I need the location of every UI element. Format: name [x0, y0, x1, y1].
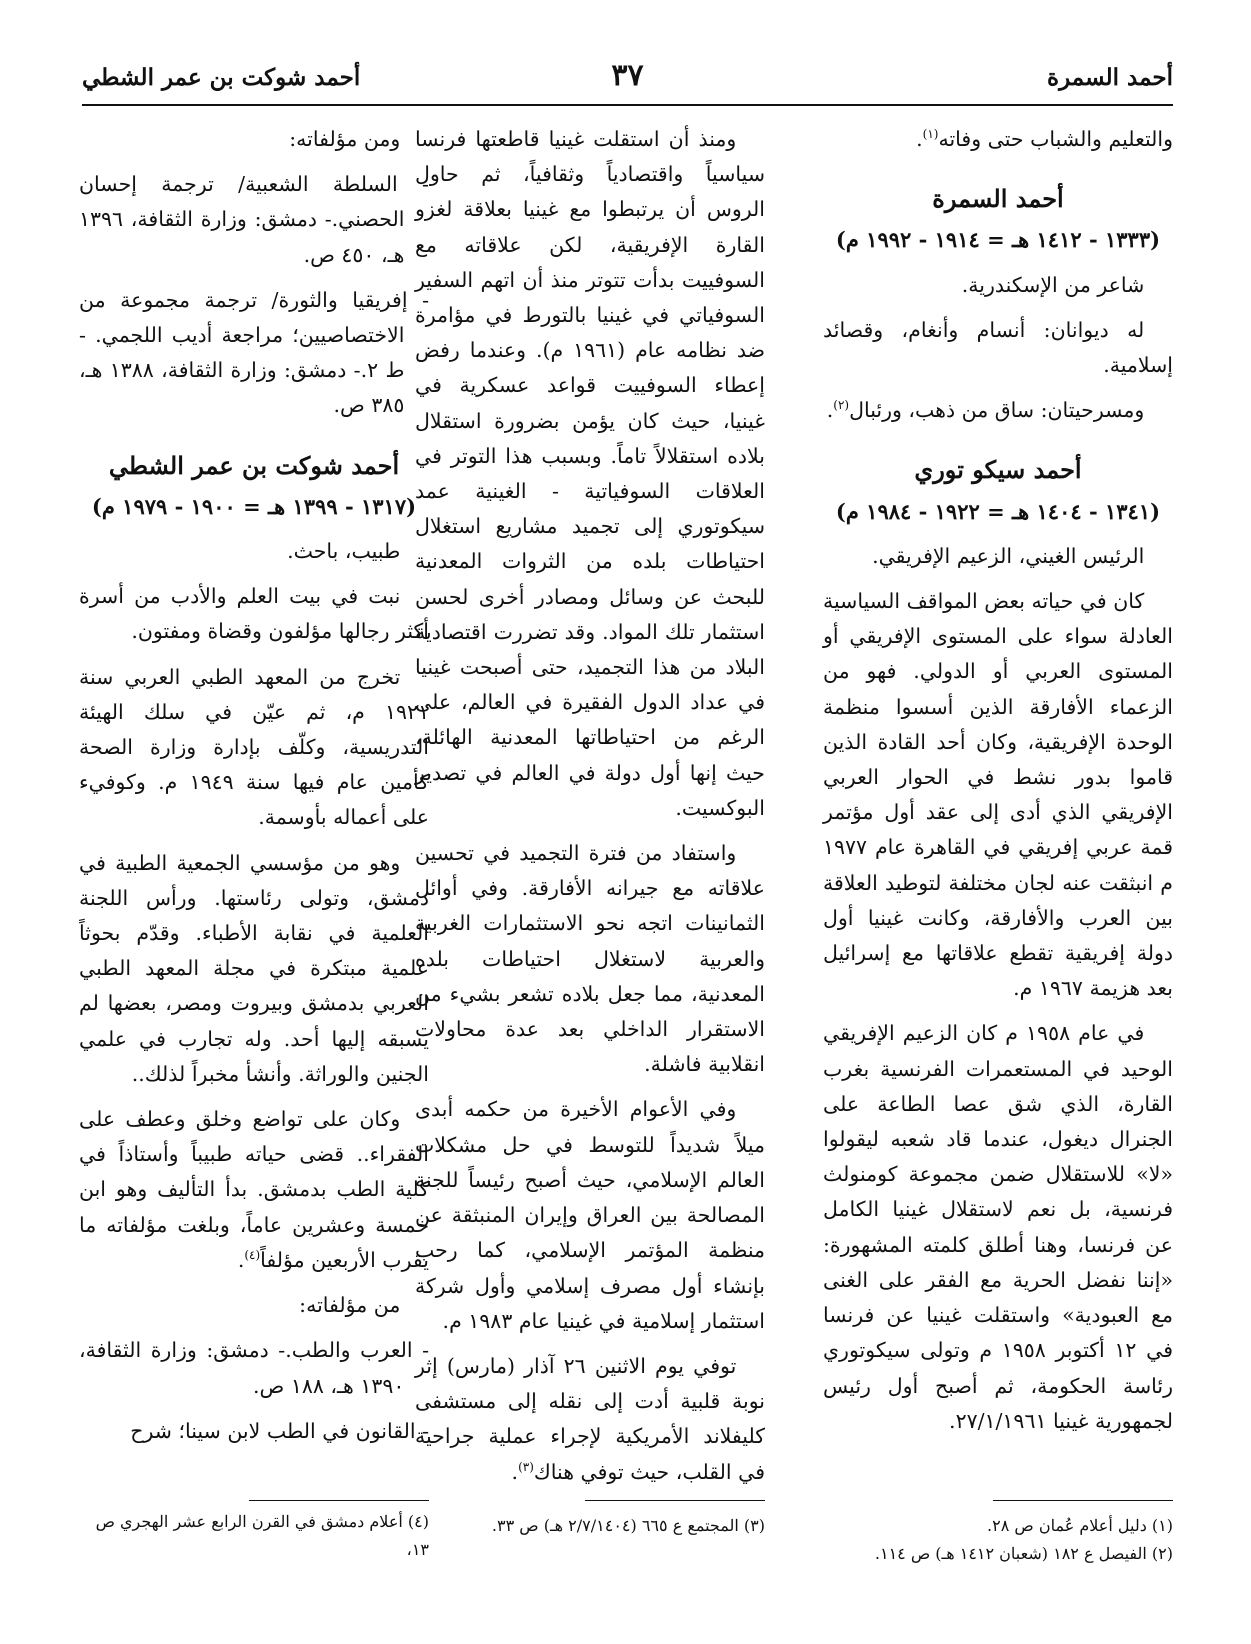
work-item: - السلطة الشعبية/ ترجمة إحسان الحصني.- دمشق: وزارة الثقافة، ١٣٩٦ هـ، ٤٥٠ ص. [79, 172, 429, 267]
entry-text-samra-plays: ومسرحيتان: ساق من ذهب، ورئبال$^{(٢)}$. [826, 398, 1145, 423]
entry-desc-toure: الرئيس الغيني، الزعيم الإفريقي. [872, 543, 1145, 568]
work-item: - إفريقيا والثورة/ ترجمة مجموعة من الاختصاصيين؛ مراجعة أديب اللجمي. - ط ٢.- دمشق: وزارة الثقافة، ١٣٨٨ هـ، ٣٨٥ ص. [79, 287, 429, 418]
entry-text-shatti-p3: وهو من مؤسسي الجمعية الطبية في دمشق، وتولى رئاستها. ورأس اللجنة العلمية في نقابة الأطباء. وقدّم بحوثاً علمية مبتكرة في مجلة المعهد الطبي العربي بدمشق وبيروت ومصر، بعضها لم يسبقه إليها أحد. وله تجارب في علمي الجنين والوراثة. وأنشأ مخبراً لذلك.. [79, 850, 429, 1086]
continuation-text: والتعليم والشباب حتى وفاته$^{(١)}$. [916, 127, 1173, 151]
work-item: - القانون في الطب لابن سينا؛ شرح [130, 1418, 429, 1443]
toure-p5: وفي الأعوام الأخيرة من حكمه أبدى ميلاً شديداً للتوسط في حل مشكلات العالم الإسلامي، حيث أصبح رئيساً للجنة المصالحة بين العراق وإيران المنبثقة عن منظمة المؤتمر الإسلامي، كما رحب بإنشاء أول مصرف إسلامي وأول شركة استثمار إسلامية في غينيا عام ١٩٨٣ م. [415, 1097, 765, 1333]
running-header [82, 58, 1173, 100]
entry-text-samra-diwans: له ديوانان: أنسام وأنغام، وقصائد إسلامية. [823, 317, 1173, 378]
footnote-rule [249, 1500, 429, 1501]
footnote-ref-1: (١) [922, 127, 939, 142]
footnote-ref-3: (٣) [518, 1459, 534, 1474]
entry-dates-toure: (١٣٤١ - ١٤٠٤ هـ = ١٩٢٢ - ١٩٨٤ م) [835, 498, 1161, 524]
running-title-right: أحمد السمرة [1047, 64, 1173, 91]
entry-title-samra: أحمد السمرة [932, 184, 1064, 214]
entry-desc-shatti: طبيب، باحث. [287, 539, 401, 564]
work-item: - العرب والطب.- دمشق: وزارة الثقافة، ١٣٩٠ هـ، ١٨٨ ص. [79, 1338, 429, 1398]
entry-text-shatti-p2: تخرج من المعهد الطبي العربي سنة ١٩٢١ م، ثم عيّن في سلك الهيئة التدريسية، وكلّف بإدارة وزارة الصحة كأمين عام فيها سنة ١٩٤٩ م. وكوفيء على أعماله بأوسمة. [79, 664, 429, 830]
footnote-ref-4: (٤) [244, 1248, 261, 1263]
toure-p6: توفي يوم الاثنين ٢٦ آذار (مارس) إثر نوبة قلبية أدت إلى نقله إلى مستشفى كليفلاند الأمريكية لإجراء عملية جراحية في القلب، حيث توفي هناك$^{(٣)}$. [415, 1353, 765, 1484]
footnote: (٣) المجتمع ع ٦٦٥ (٢/٧/١٤٠٤ هـ) ص ٣٣. [491, 1516, 765, 1535]
footnote-rule [993, 1500, 1173, 1501]
footnotes-middle [415, 1512, 765, 1540]
entry-dates-shatti: (١٣١٧ - ١٣٩٩ هـ = ١٩٠٠ - ١٩٧٩ م) [91, 493, 417, 519]
entry-text-toure-p1: كان في حياته بعض المواقف السياسية العادلة سواء على المستوى الإفريقي أو المستوى العربي أو الدولي. فهو من الزعماء الأفارقة الذين أسسوا منظمة الوحدة الإفريقية، وكان أحد القادة الذين قاموا بدور نشط في الحوار العربي الإفريقي الذي أدى إلى عقد أول مؤتمر قمة عربي إفريقي في القاهرة عام ١٩٧٧ م انبثقت عنه لجان مختلفة لتوطيد العلاقة بين العرب والأفارقة، وكانت غينيا أول دولة إفريقية تقطع علاقاتها مع إسرائيل بعد هزيمة ١٩٦٧ م. [823, 589, 1173, 1001]
toure-p3: ومنذ أن استقلت غينيا قاطعتها فرنسا سياسياً واقتصادياً وثقافياً، ثم حاول الروس أن يرتبطوا مع غينيا بعلاقة لغزو القارة الإفريقية، لكن علاقاته مع السوفييت بدأت تتوتر منذ أن اتهم السفير السوفياتي في غينيا بالتورط في مؤامرة ضد نظامه عام (١٩٦١ م). وعندما رفض إعطاء السوفييت قواعد عسكرية في غينيا، حيث كان يؤمن بضرورة استقلال بلاده استقلالاً تاماً. وبسبب هذا التوتر في العلاقات السوفياتية - الغينية عمد سيكوتوري إلى تجميد مشاريع استغلال احتياطات بلده من الثروات المعدنية للبحث عن وسائل ومصادر أخرى لحسن استثمار تلك المواد. وقد تضررت اقتصادية البلاد من هذا التجميد، حتى أصبحت غينيا في عداد الدول الفقيرة في العالم، على الرغم من احتياطاتها المعدنية الهائلة، حيث إنها أول دولة في العالم في تصدير البوكسيت. [415, 127, 766, 820]
running-title-left: أحمد شوكت بن عمر الشطي [82, 64, 361, 91]
toure-p4: واستفاد من فترة التجميد في تحسين علاقاته مع جيرانه الأفارقة. وفي أوائل الثمانينات اتجه نحو الاستثمارات الغربية والعربية لاستغلال احتياطات بلده المعدنية، مما جعل بلاده تشعر بشيء من الاستقرار الداخلي بعد عدة محاولات انقلابية فاشلة. [415, 841, 765, 1077]
entry-desc-samra: شاعر من الإسكندرية. [961, 272, 1145, 297]
footnote: (٤) أعلام دمشق في القرن الرابع عشر الهجري ص ١٣، [95, 1512, 429, 1559]
entry-text-shatti-p1: نبت في بيت العلم والأدب من أسرة أكثر رجالها مؤلفون وقضاة ومفتون. [79, 584, 429, 644]
works-intro-toure: ومن مؤلفاته: [289, 127, 401, 151]
footnote-ref-2: (٢) [833, 398, 850, 413]
entry-title-toure: أحمد سيكو توري [914, 455, 1082, 485]
column-right [823, 122, 1173, 1449]
column-middle [415, 122, 765, 1500]
entry-text-toure-p2: في عام ١٩٥٨ م كان الزعيم الإفريقي الوحيد في المستعمرات الفرنسية بغرب القارة، الذي شق عصا الطاعة على الجنرال ديغول، عندما قاد شعبه ليقولوا «لا» للاستقلال ضمن مجموعة كومنولث فرنسية، بل نعم لاستقلال غينيا الكامل عن فرنسا، وهنا أطلق كلمته المشهورة: «إننا نفضل الحرية مع الفقر على الغنى مع العبودية» واستقلت غينيا عن فرنسا في ١٢ أكتوبر ١٩٥٨ م وتولى سيكوتوري رئاسة الحكومة، ثم أصبح أول رئيس لجمهورية غينيا ٢٧/١/١٩٦١. [823, 1021, 1173, 1433]
footnote: (١) دليل أعلام عُمان ص ٢٨. [987, 1516, 1173, 1535]
entry-dates-samra: (١٣٣٣ - ١٤١٢ هـ = ١٩١٤ - ١٩٩٢ م) [835, 227, 1161, 253]
footnotes-left [79, 1508, 429, 1564]
footnotes-right [823, 1512, 1173, 1568]
works-intro-shatti: من مؤلفاته: [299, 1293, 401, 1318]
entry-text-shatti-p4: وكان على تواضع وخلق وعطف على الفقراء.. قضى حياته طبيباً وأستاذاً في كلية الطب بدمشق. بدأ التأليف وهو ابن خمسة وعشرين عاماً، وبلغت مؤلفاته ما يقرب الأربعين مؤلفاً$^{(٤)}$. [79, 1107, 429, 1272]
entry-title-shatti: أحمد شوكت بن عمر الشطي [108, 450, 400, 480]
footnote: (٢) الفيصل ع ١٨٢ (شعبان ١٤١٢ هـ) ص ١١٤. [874, 1544, 1173, 1563]
header-rule [82, 104, 1173, 106]
footnote-rule [585, 1500, 765, 1501]
column-left [79, 122, 429, 1459]
page-number: ٣٧ [611, 58, 644, 93]
